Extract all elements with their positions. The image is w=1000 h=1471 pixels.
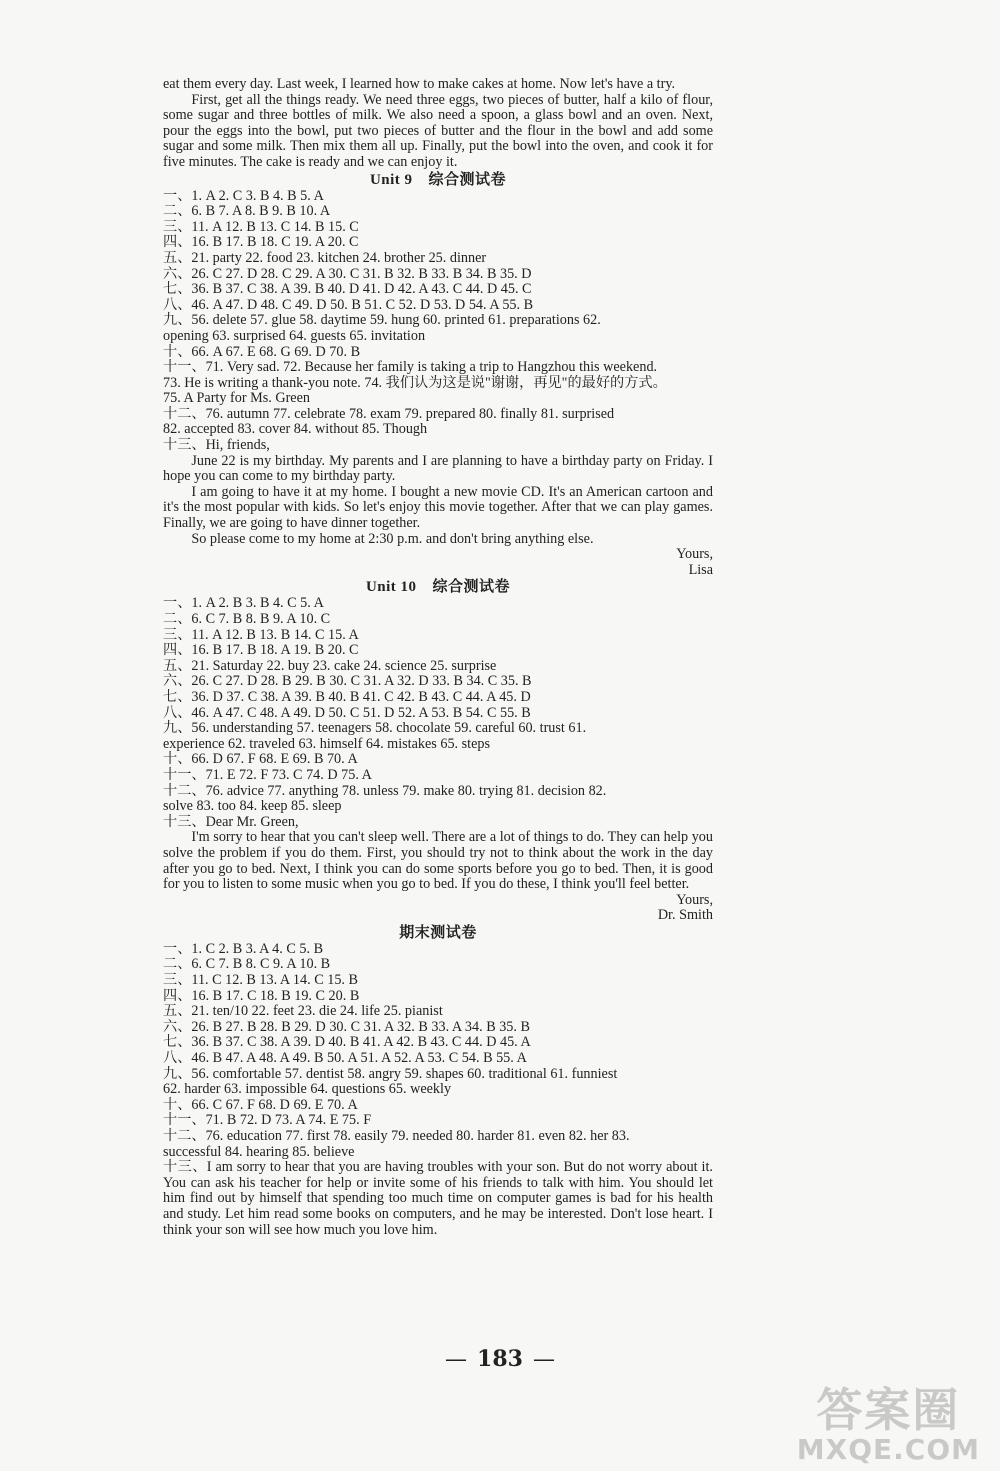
answer-line: 一、1. A 2. B 3. B 4. C 5. A: [163, 595, 324, 612]
letter-paragraph: I'm sorry to hear that you can't sleep well. There are a lot of things to do. They can help you solve the problem if you do them. First, you should try not to think about the work in the day after you go to bed. Next, I think you can do some sports before you go to bed. Then, it is good for you to listen to some music when you go to bed. If you do these, I think you'll feel better.: [163, 829, 713, 893]
answer-line: 二、6. C 7. B 8. B 9. A 10. C: [163, 611, 331, 627]
unit9-letter: [163, 438, 713, 578]
letter-greeting: 十三、Hi, friends,: [163, 437, 270, 454]
answer-line: solve 83. too 84. keep 85. sleep: [163, 798, 342, 815]
answer-line: experience 62. traveled 63. himself 64. mistakes 65. steps: [163, 735, 491, 752]
answer-line: 十二、76. autumn 77. celebrate 78. exam 79. prepared 80. finally 81. surprised: [163, 405, 615, 422]
answer-line: 75. A Party for Ms. Green: [163, 390, 310, 407]
answer-line: 九、56. understanding 57. teenagers 58. chocolate 59. careful 60. trust 61.: [163, 720, 587, 737]
answer-line: 七、36. B 37. C 38. A 39. B 40. D 41. D 42. A 43. C 44. D 45. C: [163, 281, 532, 298]
final-exam-heading: 期末测试卷: [399, 924, 477, 941]
answer-line: 十二、76. education 77. first 78. easily 79. needed 80. harder 81. even 82. her 83.: [163, 1128, 630, 1144]
answer-page: [163, 77, 713, 1238]
intro-paragraph-2: First, get all the things ready. We need three eggs, two pieces of butter, half a kilo of flour, some sugar and three bottles of milk. We also need a spoon, a glass bowl and an oven. Next, pour the eggs into the bowl, put two pieces of butter and the flour in the bowl and add some sugar and some milk. Then mix them all up. Finally, put the bowl into the oven, and cook it for five minutes. The cake is ready and we can enjoy it.: [163, 91, 713, 170]
answer-line: 二、6. C 7. B 8. C 9. A 10. B: [163, 956, 331, 973]
final-essay: [163, 1160, 713, 1238]
intro-paragraph-1: eat them every day. Last week, I learned how to make cakes at home. Now let's have a try.: [163, 76, 676, 92]
answer-line: 二、6. B 7. A 8. B 9. B 10. A: [163, 203, 331, 220]
answer-line: 四、16. B 17. B 18. A 19. B 20. C: [163, 642, 359, 659]
letter-paragraph: So please come to my home at 2:30 p.m. and don't bring anything else.: [191, 530, 594, 547]
letter-signature: Lisa: [688, 561, 713, 578]
answer-line: 十二、76. advice 77. anything 78. unless 79. make 80. trying 81. decision 82.: [163, 782, 607, 799]
page-number-footer: [0, 1346, 1000, 1372]
answer-line: 八、46. A 47. C 48. A 49. D 50. C 51. D 52. A 53. B 54. C 55. B: [163, 704, 531, 721]
answer-line: opening 63. surprised 64. guests 65. invitation: [163, 327, 426, 344]
answer-line: 73. He is writing a thank-you note. 74. 我们认为这是说"谢谢，再见"的最好的方式。: [163, 374, 667, 391]
answer-line: 九、56. delete 57. glue 58. daytime 59. hung 60. printed 61. preparations 62.: [163, 312, 601, 329]
essay-label: 十三、: [163, 1159, 207, 1176]
watermark-line1: 答案圈: [816, 1383, 961, 1437]
letter-paragraph: I am going to have it at my home. I bought a new movie CD. It's an American cartoon and it's the most popular with kids. So let's enjoy this movie together. After that we can play games. Finally, we are going to have dinner together.: [163, 483, 713, 532]
answer-line: 十一、71. E 72. F 73. C 74. D 75. A: [163, 766, 372, 783]
answer-line: 十、66. A 67. E 68. G 69. D 70. B: [163, 343, 361, 360]
answer-line: 82. accepted 83. cover 84. without 85. Though: [163, 421, 428, 438]
letter-closing: Yours,: [676, 891, 713, 908]
answer-line: 八、46. A 47. D 48. C 49. D 50. B 51. C 52. D 53. D 54. A 55. B: [163, 296, 534, 313]
answer-line: 五、21. ten/10 22. feet 23. die 24. life 25. pianist: [163, 1003, 443, 1020]
answer-line: 三、11. A 12. B 13. B 14. C 15. A: [163, 626, 359, 643]
unit10-letter: [163, 815, 713, 924]
final-answers: [163, 942, 713, 1160]
answer-line: 六、26. C 27. D 28. B 29. B 30. C 31. A 32. D 33. B 34. C 35. B: [163, 673, 532, 690]
unit9-title: Unit 9: [369, 171, 413, 188]
answer-line: 四、16. B 17. C 18. B 19. C 20. B: [163, 987, 360, 1004]
answer-line: 十一、71. Very sad. 72. Because her family is taking a trip to Hangzhou this weekend.: [163, 359, 658, 376]
letter-signature: Dr. Smith: [657, 907, 713, 924]
answer-line: 一、1. A 2. C 3. B 4. B 5. A: [163, 187, 324, 204]
answer-line: 一、1. C 2. B 3. A 4. C 5. B: [163, 940, 324, 957]
answer-line: 十、66. D 67. F 68. E 69. B 70. A: [163, 751, 358, 768]
answer-line: 十一、71. B 72. D 73. A 74. E 75. F: [163, 1112, 372, 1129]
answer-line: 五、21. party 22. food 23. kitchen 24. brother 25. dinner: [163, 249, 487, 266]
letter-closing: Yours,: [676, 546, 713, 563]
unit9-subtitle: 综合测试卷: [428, 171, 507, 188]
letter-greeting: 十三、Dear Mr. Green,: [163, 813, 299, 830]
answer-line: 六、26. B 27. B 28. B 29. D 30. C 31. A 32. B 33. A 34. B 35. B: [163, 1018, 530, 1035]
answer-line: 七、36. D 37. C 38. A 39. B 40. B 41. C 42. B 43. C 44. A 45. D: [163, 688, 531, 705]
answer-line: 62. harder 63. impossible 64. questions 65. weekly: [163, 1081, 452, 1098]
answer-line: 六、26. C 27. D 28. C 29. A 30. C 31. B 32. B 33. B 34. B 35. D: [163, 265, 532, 282]
unit10-title: Unit 10: [365, 579, 417, 596]
watermark-line2: MXQE.COM: [796, 1433, 980, 1466]
unit10-heading: [163, 579, 713, 596]
answer-line: 八、46. B 47. A 48. A 49. B 50. A 51. A 52. A 53. C 54. B 55. A: [163, 1050, 527, 1067]
answer-line: 七、36. B 37. C 38. A 39. D 40. B 41. A 42. B 43. C 44. D 45. A: [163, 1034, 531, 1051]
answer-line: successful 84. hearing 85. believe: [163, 1143, 355, 1160]
answer-line: 三、11. C 12. B 13. A 14. C 15. B: [163, 972, 358, 989]
unit10-answers: [163, 596, 713, 814]
answer-line: 四、16. B 17. B 18. C 19. A 20. C: [163, 234, 359, 251]
answer-line: 十、66. C 67. F 68. D 69. E 70. A: [163, 1096, 358, 1113]
footer-dash-left: —: [445, 1347, 468, 1372]
unit9-answers: [163, 189, 713, 439]
watermark-logo: [797, 1385, 980, 1465]
footer-dash-right: —: [532, 1347, 555, 1372]
letter-paragraph: June 22 is my birthday. My parents and I are planning to have a birthday party on Friday. I hope you can come to my birthday party.: [163, 452, 713, 485]
answer-line: 五、21. Saturday 22. buy 23. cake 24. science 25. surprise: [163, 657, 497, 674]
answer-line: 九、56. comfortable 57. dentist 58. angry 59. shapes 60. traditional 61. funniest: [163, 1065, 618, 1082]
answer-line: 三、11. A 12. B 13. C 14. B 15. C: [163, 218, 359, 235]
essay-text: I am sorry to hear that you are having troubles with your son. But do not worry about it. You can ask his teacher for help or invite some of his friends to talk with him. You should let him find out by himself that spending too much time on computer games is bad for his health and study. Let him read some books on computers, and he may be interested. Don't lose heart. I think your son will see how much you love him.: [163, 1159, 713, 1238]
page-number: 183: [477, 1346, 523, 1372]
unit10-subtitle: 综合测试卷: [432, 579, 511, 596]
unit9-heading: [163, 172, 713, 189]
